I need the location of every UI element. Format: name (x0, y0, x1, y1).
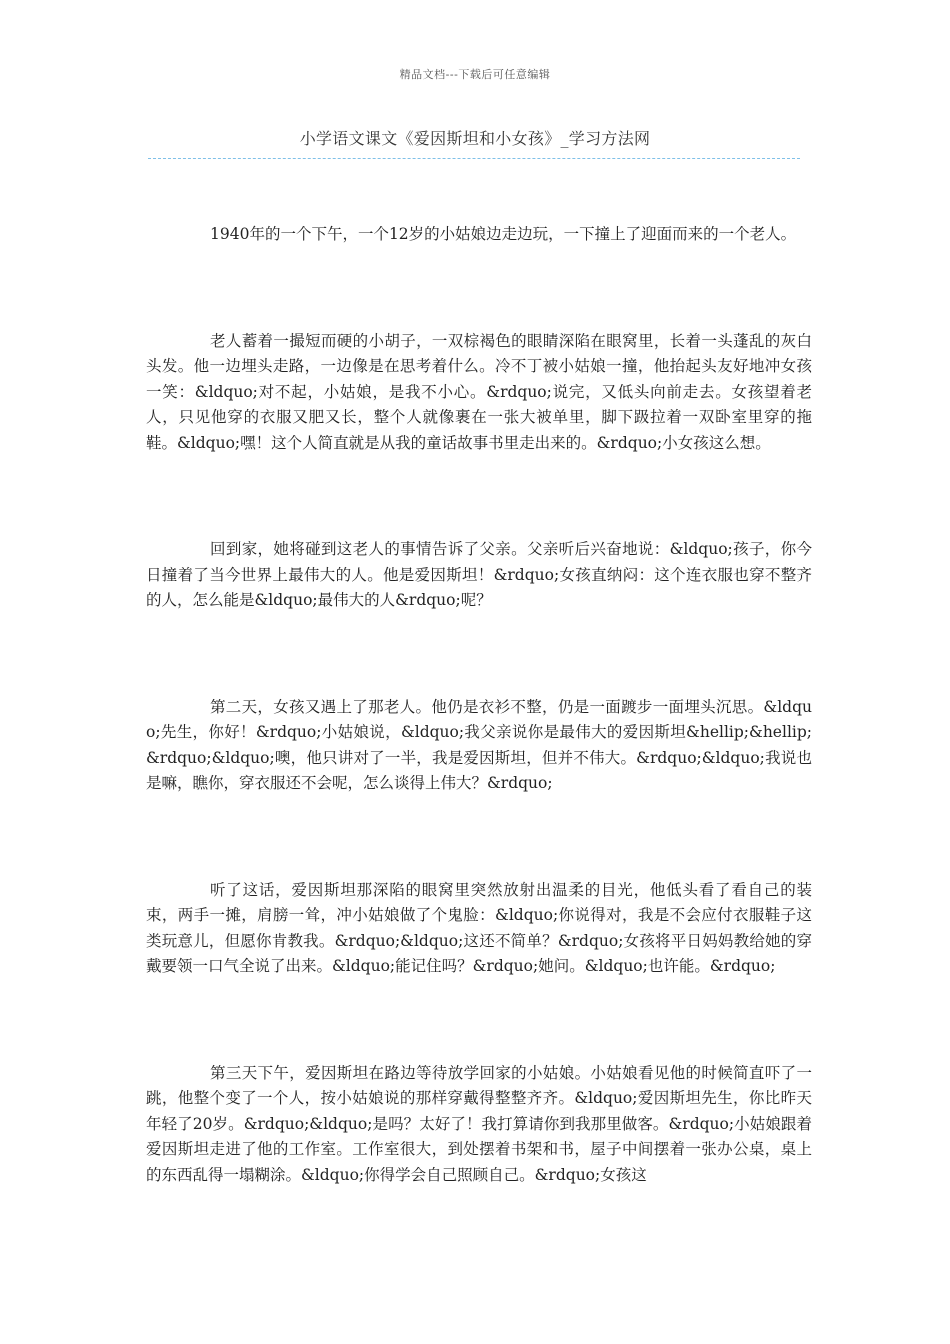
title-divider (148, 158, 800, 159)
paragraph-1: 1940年的一个下午，一个12岁的小姑娘边走边玩，一下撞上了迎面而来的一个老人。 (210, 225, 797, 243)
document-title: 小学语文课文《爱因斯坦和小女孩》_学习方法网 (299, 129, 651, 148)
article-body (146, 222, 812, 1188)
paragraph-5: 听了这话，爱因斯坦那深陷的眼窝里突然放射出温柔的目光，他低头看了看自己的装束，两手一摊，肩膀一耸，冲小姑娘做了个鬼脸：&ldquo;你说得对，我是不会应付衣服鞋子这类玩意儿，但愿你肯教我。&rdquo;&ldquo;这还不简单？&rdquo;女孩将平日妈妈教给她的穿戴要领一口气全说了出来。&ldquo;能记住吗？&rdquo;她问。&ldquo;也许能。&rdquo; (146, 880, 812, 975)
paragraph-6: 第三天下午，爱因斯坦在路边等待放学回家的小姑娘。小姑娘看见他的时候简直吓了一跳，他整个变了一个人，按小姑娘说的那样穿戴得整整齐齐。&ldquo;爱因斯坦先生，你比昨天年轻了20岁。&rdquo;&ldquo;是吗？太好了！我打算请你到我那里做客。&rdquo;小姑娘跟着爱因斯坦走进了他的工作室。工作室很大，到处摆着书架和书，屋子中间摆着一张办公桌，桌上的东西乱得一塌糊涂。&ldquo;你得学会自己照顾自己。&rdquo;女孩这 (146, 1063, 812, 1184)
paragraph-3: 回到家，她将碰到这老人的事情告诉了父亲。父亲听后兴奋地说：&ldquo;孩子，你今日撞着了当今世界上最伟大的人。他是爱因斯坦！&rdquo;女孩直纳闷：这个连衣服也穿不整齐的人，怎么能是&ldquo;最伟大的人&rdquo;呢？ (146, 540, 812, 609)
paragraph-4: 第二天，女孩又遇上了那老人。他仍是衣衫不整，仍是一面踱步一面埋头沉思。&ldquo;先生，你好！&rdquo;小姑娘说，&ldquo;我父亲说你是最伟大的爱因斯坦&hellip;&hellip;&rdquo;&ldquo;噢，他只讲对了一半，我是爱因斯坦，但并不伟大。&rdquo;&ldquo;我说也是嘛，瞧你，穿衣服还不会呢，怎么谈得上伟大？&rdquo; (146, 697, 812, 792)
paragraph-2: 老人蓄着一撮短而硬的小胡子，一双棕褐色的眼睛深陷在眼窝里，长着一头蓬乱的灰白头发。他一边埋头走路，一边像是在思考着什么。冷不丁被小姑娘一撞，他抬起头友好地冲女孩一笑：&ldquo;对不起，小姑娘，是我不小心。&rdquo;说完，又低头向前走去。女孩望着老人，只见他穿的衣服又肥又长，整个人就像裹在一张大被单里，脚下趿拉着一双卧室里穿的拖鞋。&ldquo;嘿！这个人简直就是从我的童话故事书里走出来的。&rdquo;小女孩这么想。 (146, 331, 812, 452)
header-note: 精品文档---下载后可任意编辑 (399, 68, 551, 81)
